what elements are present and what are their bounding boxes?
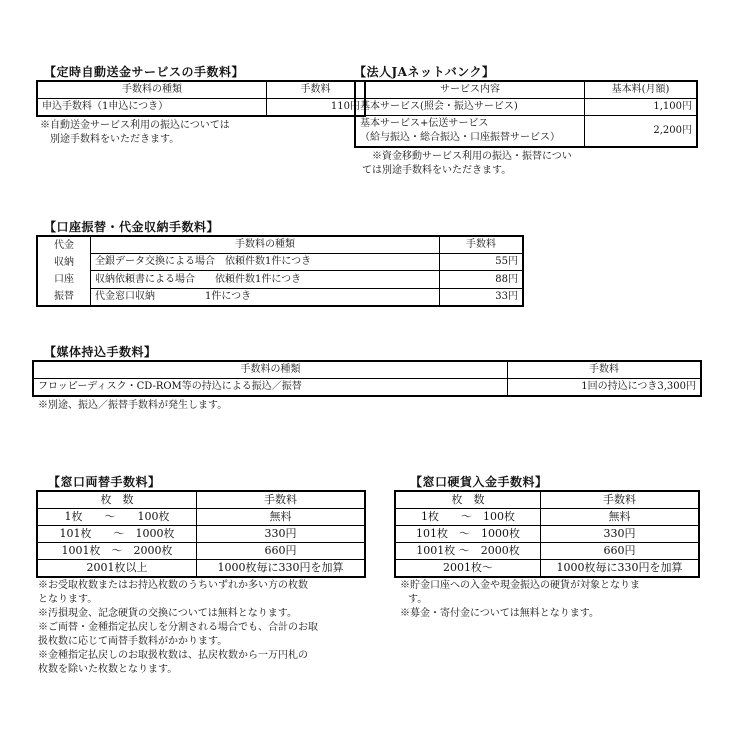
section-title: 【法人JAネットバンク】 [354,65,495,79]
count-cell: 1001枚 ～ 2000枚 [37,543,197,560]
service-line: 基本サービス+伝送サービス [360,118,489,129]
table-row [395,509,699,526]
count-cell: 1001枚 ～ 2000枚 [395,543,541,560]
note-line: ては別途手数料をいただきます。 [362,165,512,176]
table-header-row [33,361,701,379]
section-netbank [354,64,698,178]
table-header-row [37,491,365,509]
note-line: ※お受取枚数またはお持込枚数のうちいずれか多い方の枚数 [38,580,308,591]
table-header-row [395,491,699,509]
fee-table [32,360,702,397]
header-cell: 手数料の種類 [91,236,440,254]
note-line: ※貯金口座への入金や現金振込の硬貨が対象となりま [400,580,640,591]
note-line: 別途手数料をいただきます。 [40,134,180,145]
fee-type-cell: 代金窓口収納 1件につき [91,288,440,306]
table-row [395,526,699,543]
header-cell: 手数料の種類 [37,81,267,99]
count-cell: 2001枚以上 [37,560,197,578]
section-exchange [36,474,366,677]
header-cell: 手数料 [508,361,702,379]
note-line: となります。 [38,594,98,605]
note-line: ※募金・寄付金については無料となります。 [400,608,599,619]
fee-type-cell: フロッピーディスク・CD-ROM等の持込による振込／振替 [33,379,508,397]
table-row [37,560,365,578]
header-cell: 枚 数 [37,491,197,509]
fee-type-cell: 全銀データ交換による場合 依頼件数1件につき [91,254,440,271]
table-row [37,509,365,526]
section-title: 【口座振替・代金収納手数料】 [44,220,220,234]
section-title: 【窓口両替手数料】 [48,475,161,489]
count-cell: 2001枚～ [395,560,541,578]
fee-table [394,490,700,578]
fee-amount-cell: 1000枚毎に330円を加算 [541,560,700,578]
fee-amount-cell: 660円 [541,543,700,560]
fee-amount-cell: 1回の持込につき3,300円 [508,379,702,397]
fee-amount-cell: 55円 [440,254,524,271]
header-cell: 手数料 [440,236,524,254]
table-row [37,526,365,543]
note-line: 枚数を除いた枚数となります。 [38,664,178,675]
note-line: ※別途、振込／振替手数料が発生します。 [38,400,228,411]
fee-type-cell: 収納依頼書による場合 依頼件数1件につき [91,271,440,288]
section-media [32,344,702,413]
table-row [37,271,523,288]
fee-type-cell: 申込手数料（1申込につき） [37,99,267,117]
fee-amount-cell: 330円 [541,526,700,543]
table-row [33,379,701,397]
table-header-row [37,236,523,254]
fee-amount-cell: 88円 [440,271,524,288]
table-row [37,543,365,560]
fee-amount-cell: 1000枚毎に330円を加算 [197,560,366,578]
fee-amount-cell: 2,200円 [585,116,698,148]
table-row [355,99,697,116]
fee-amount-cell: 無料 [197,509,366,526]
table-row [395,543,699,560]
table-row [395,560,699,578]
count-cell: 1枚 ～ 100枚 [37,509,197,526]
header-cell: 枚 数 [395,491,541,509]
fee-table [36,235,524,307]
table-row [37,99,365,117]
header-cell: サービス内容 [355,81,585,99]
service-cell: 基本サービス(照会・振込サービス) [355,99,585,116]
header-cell: 基本料(月額) [585,81,698,99]
note-line: ※資金移動サービス利用の振込・振替につい [362,151,572,162]
header-cell: 手数料 [197,491,366,509]
count-cell: 101枚 ～ 1000枚 [395,526,541,543]
table-row [37,254,523,271]
fee-table [36,80,366,117]
fee-amount-cell: 33円 [440,288,524,306]
note-line: ※汚損現金、記念硬貨の交換については無料となります。 [38,608,297,619]
header-cell: 手数料の種類 [33,361,508,379]
count-cell: 101枚 ～ 1000枚 [37,526,197,543]
fee-amount-cell: 1,100円 [585,99,698,116]
service-line: （給与振込・総合振込・口座振替サービス） [360,132,560,143]
header-cell: 手数料 [541,491,700,509]
section-title: 【定時自動送金サービスの手数料】 [44,65,245,79]
category-line: 収納 [54,257,74,268]
fee-amount-cell: 330円 [197,526,366,543]
table-row [355,116,697,148]
fee-amount-cell: 無料 [541,509,700,526]
note-line: 扱枚数に応じて両替手数料がかかります。 [38,636,228,647]
note-line: ※ご両替・金種指定払戻しを分割される場合でも、合計のお取 [38,622,318,633]
section-title: 【窓口硬貨入金手数料】 [410,475,548,489]
table-header-row [355,81,697,99]
fee-amount-cell: 110円 [267,99,366,117]
note-line: ※自動送金サービス利用の振込については [40,120,230,131]
table-row [37,288,523,306]
fee-table [354,80,698,148]
count-cell: 1枚 ～ 100枚 [395,509,541,526]
section-title: 【媒体持込手数料】 [44,345,157,359]
table-header-row [37,81,365,99]
note-line: す。 [408,594,428,605]
section-coin-deposit [394,474,700,621]
fee-amount-cell: 660円 [197,543,366,560]
category-line: 代金 [54,240,74,251]
header-cell: 手数料 [267,81,366,99]
section-account-transfer [36,219,524,307]
service-cell [355,116,585,148]
section-auto-transfer [36,64,366,147]
fee-table [36,490,366,578]
category-label [37,236,91,306]
category-line: 口座 [54,274,74,285]
note-line: ※金種指定払戻しのお取扱枚数は、払戻枚数から一万円札の [38,650,308,661]
category-line: 振替 [54,291,74,302]
